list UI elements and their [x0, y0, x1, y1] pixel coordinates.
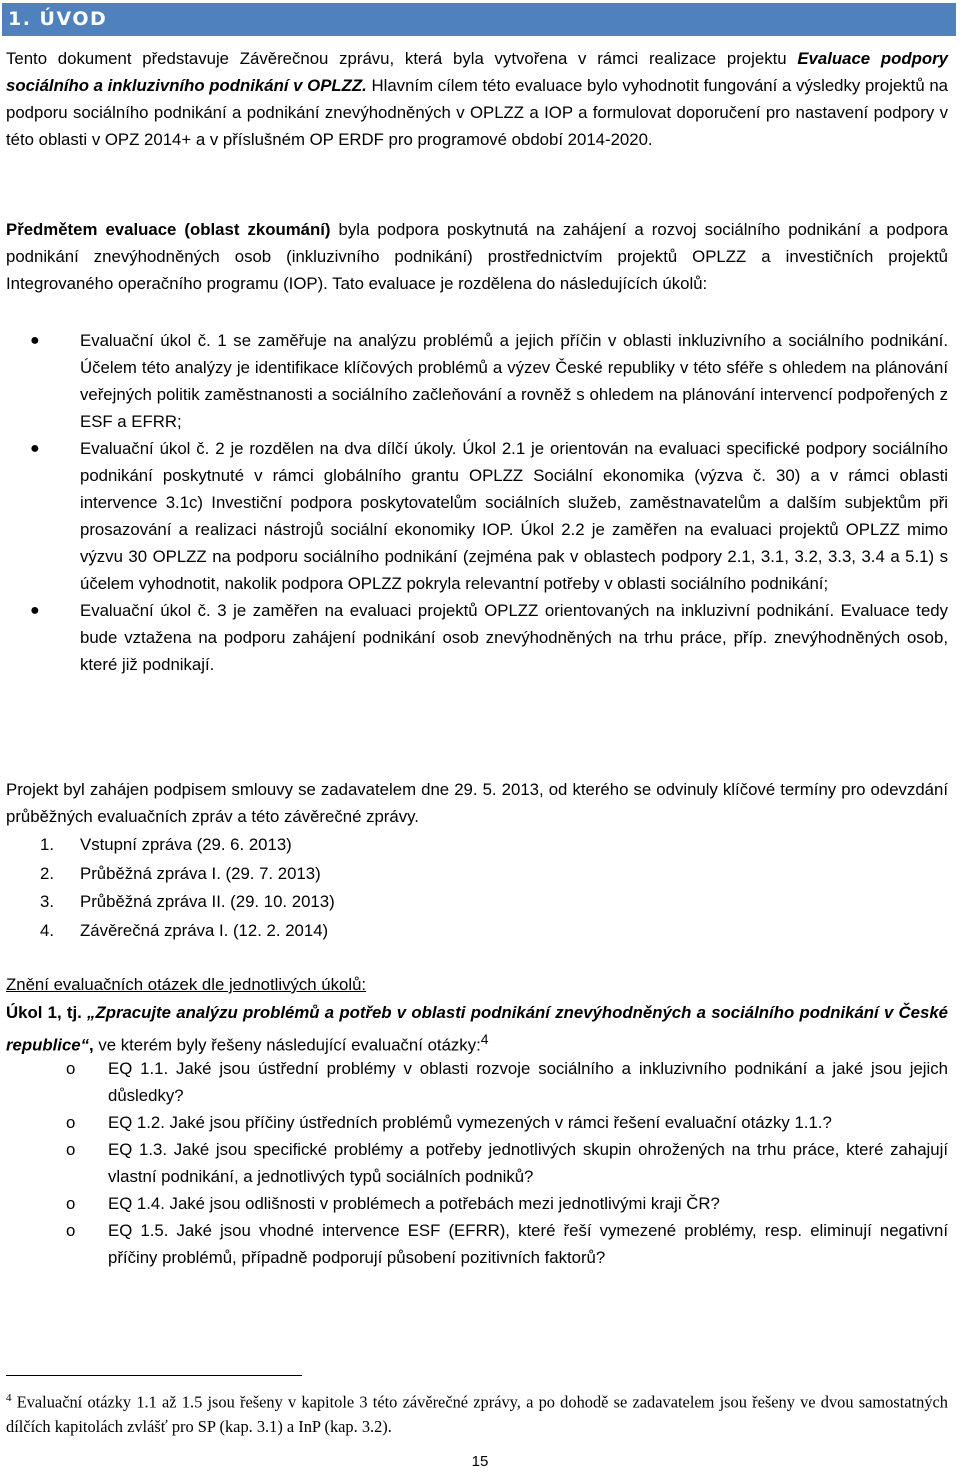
- circle-bullet-icon: o: [66, 1140, 76, 1159]
- evaluation-questions-list: [6, 1055, 948, 1271]
- bullet-icon: ●: [30, 332, 40, 349]
- list-item: [6, 1109, 948, 1136]
- bullet-icon: ●: [30, 440, 40, 457]
- list-item: [6, 888, 948, 917]
- eq-text: EQ 1.1. Jaké jsou ústřední problémy v oblasti rozvoje sociálního a inkluzivního podnikání a jaké jsou jejich důsledky?: [108, 1059, 948, 1105]
- list-item: [6, 435, 948, 597]
- task-bullet-list: [6, 327, 948, 678]
- list-item: [6, 597, 948, 678]
- task-rest: ve kterém byly řešeny následující evaluační otázky:: [93, 1035, 481, 1055]
- footnote-number: 4: [6, 1392, 12, 1404]
- project-text: Projekt byl zahájen podpisem smlouvy se zadavatelem dne 29. 5. 2013, od kterého se odvinuly klíčové termíny pro odevzdání průběžných evaluačních zpráv a této závěrečné zprávy.: [6, 780, 948, 826]
- page-number: 15: [471, 1453, 489, 1470]
- milestone-text: Vstupní zpráva (29. 6. 2013): [80, 835, 292, 854]
- milestone-text: Závěrečná zpráva I. (12. 2. 2014): [80, 920, 329, 940]
- milestone-number: 4.: [40, 920, 54, 940]
- milestone-text: Průběžná zpráva II. (29. 10. 2013): [80, 892, 335, 911]
- section-heading: 1. ÚVOD: [2, 3, 956, 36]
- eq-text: EQ 1.3. Jaké jsou specifické problémy a potřeby jednotlivých skupin ohrožených na trhu práce, které zahajují vlastní podnikání, a jednotlivých typů sociálních podniků?: [108, 1140, 948, 1186]
- subject-bold: Předmětem evaluace (oblast zkoumání): [6, 220, 331, 239]
- subject-paragraph: [6, 216, 948, 297]
- list-item: [6, 917, 948, 946]
- list-item: [6, 1190, 948, 1217]
- circle-bullet-icon: o: [66, 1194, 76, 1213]
- circle-bullet-icon: o: [66, 1059, 76, 1078]
- milestone-text: Průběžná zpráva I. (29. 7. 2013): [80, 863, 321, 883]
- intro-text-1: Tento dokument představuje Závěrečnou zprávu, která byla vytvořena v rámci realizace projektu: [6, 49, 798, 68]
- eq-text: EQ 1.4. Jaké jsou odlišnosti v problémech a potřebách mezi jednotlivými kraji ČR?: [108, 1194, 720, 1213]
- bullet-icon: ●: [30, 602, 40, 619]
- eq-text: EQ 1.2. Jaké jsou příčiny ústředních problémů vymezených v rámci řešení evaluační otázky 1.1.?: [108, 1113, 832, 1132]
- list-item: [6, 831, 948, 860]
- milestone-number: 3.: [40, 892, 54, 911]
- list-item: [6, 1217, 948, 1271]
- milestone-list: [6, 831, 948, 945]
- eq-text: EQ 1.5. Jaké jsou vhodné intervence ESF (EFRR), které řeší vymezené problémy, resp. eliminují negativní příčiny problémů, případně podporují působení pozitivních faktorů?: [108, 1221, 948, 1267]
- questions-heading-text: Znění evaluačních otázek dle jednotlivých úkolů:: [6, 975, 367, 994]
- project-paragraph: [6, 776, 948, 830]
- questions-heading: [6, 971, 948, 998]
- intro-text-2: Hlavním cílem této evaluace bylo vyhodnotit fungování a výsledky projektů na podporu sociálního podnikání a podnikání znevýhodněných v OPLZZ a IOP a formulovat doporučení pro nastavení podpory v této oblasti v OPZ 2014+ a v příslušném OP ERDF pro programové období 2014-2020.: [6, 76, 948, 149]
- footnote-text: Evaluační otázky 1.1 až 1.5 jsou řešeny v kapitole 3 této závěrečné zprávy, a po dohodě se zadavatelem jsou řešeny ve dvou samostatných dílčích kapitolách zvlášť pro SP (kap. 3.1) a InP (kap. 3.2).: [6, 1392, 948, 1437]
- bullet-text: Evaluační úkol č. 3 je zaměřen na evaluaci projektů OPLZZ orientovaných na inkluzivní podnikání. Evaluace tedy bude vztažena na podporu zahájení podnikání osob znevýhodněných na trhu práce, příp. znevýhodněných osob, které již podnikají.: [80, 601, 948, 674]
- circle-bullet-icon: o: [66, 1221, 76, 1240]
- circle-bullet-icon: o: [66, 1113, 76, 1132]
- list-item: [6, 1136, 948, 1190]
- list-item: [6, 1055, 948, 1109]
- bullet-text: Evaluační úkol č. 2 je rozdělen na dva dílčí úkoly. Úkol 2.1 je orientován na evaluaci specifické podpory sociálního podnikání poskytnuté v rámci globálního grantu OPLZZ Sociální ekonomika (výzva č. 30) a v rámci oblasti intervence 3.1c) Investiční podpora poskytovatelům sociálních služeb, zaměstnavatelům a dalším subjektům při prosazování a realizaci nástrojů sociální ekonomiky IOP. Úkol 2.2 je zaměřen na evaluaci projektů OPLZZ mimo výzvu 30 OPLZZ na podporu sociálního podnikání (zejména pak v oblastech podpory 2.1, 3.1, 3.2, 3.3, 3.4 a 5.1) s účelem vyhodnotit, nakolik podpora OPLZZ pokryla relevantní potřeby v oblasti sociálního podnikání;: [80, 439, 948, 593]
- bullet-text: Evaluační úkol č. 1 se zaměřuje na analýzu problémů a jejich příčin v oblasti inkluzivního a sociálního podnikání. Účelem této analýzy je identifikace klíčových problémů a výzev České republiky v této sféře s ohledem na plánování veřejných politik zaměstnanosti a sociálního začleňování a rovněž s ohledem na plánování intervencí podpořených z ESF a EFRR;: [80, 331, 948, 431]
- list-item: [6, 327, 948, 435]
- intro-paragraph: [6, 45, 948, 153]
- milestone-number: 1.: [40, 835, 54, 854]
- footnote-ref[interactable]: 4: [480, 1031, 489, 1047]
- footnote: [6, 1386, 948, 1439]
- footnote-divider: [6, 1375, 302, 1376]
- list-item: [6, 860, 948, 889]
- task-label: Úkol 1, tj.: [6, 1003, 82, 1022]
- task-comma: ,: [89, 1035, 94, 1055]
- milestone-number: 2.: [40, 863, 54, 883]
- project-name: Evaluace podpory sociálního a inkluzivního podnikání v OPLZZ.: [6, 49, 948, 95]
- subject-rest: byla podpora poskytnutá na zahájení a rozvoj sociálního podnikání a podpora podnikání znevýhodněných osob (inkluzivního podnikání) prostřednictvím projektů OPLZZ a investičních projektů Integrovaného operačního programu (IOP). Tato evaluace je rozdělena do následujících úkolů:: [6, 220, 948, 293]
- task-paragraph: [6, 999, 948, 1059]
- task-title: „Zpracujte analýzu problémů a potřeb v oblasti podnikání znevýhodněných a sociálního podnikání v České republice“: [6, 1003, 948, 1055]
